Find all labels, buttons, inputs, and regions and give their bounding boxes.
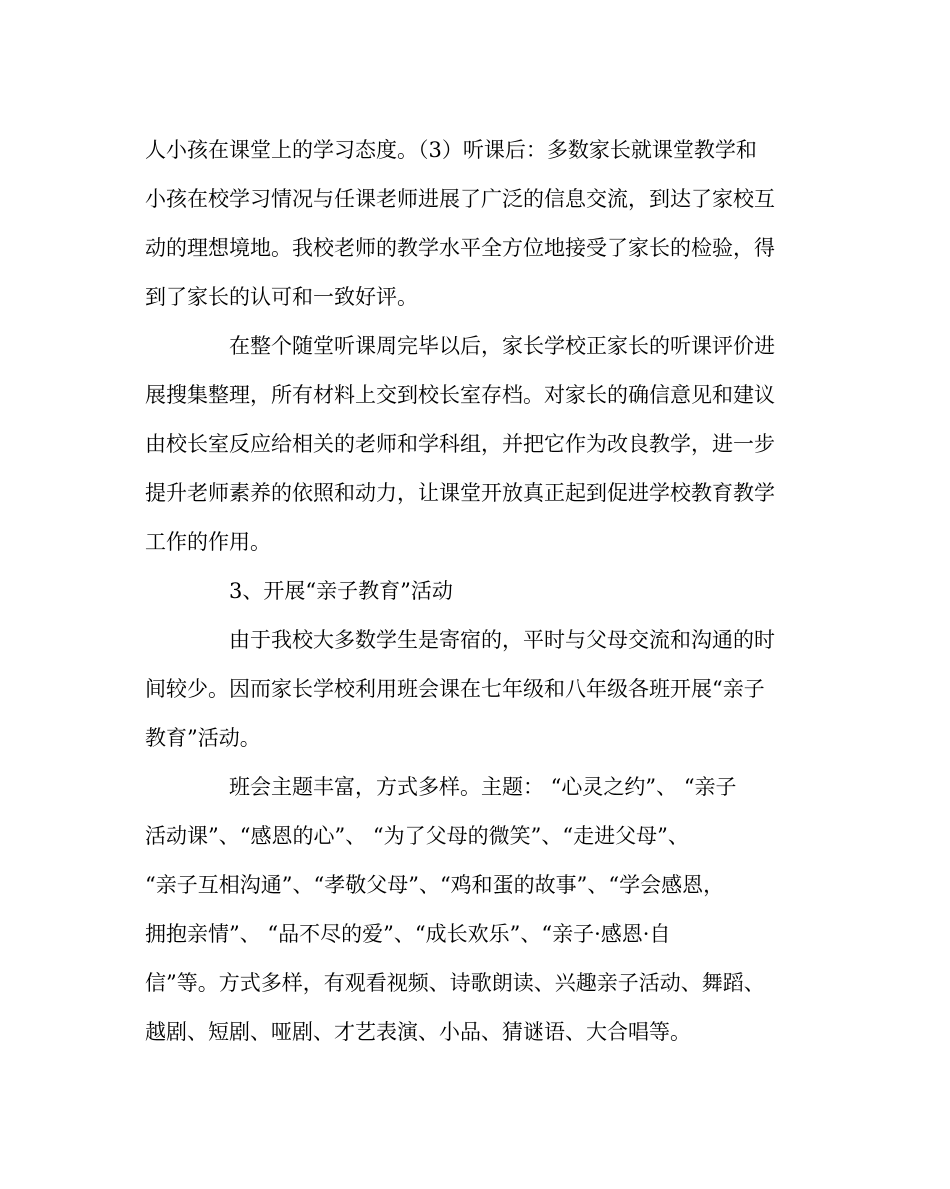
body-line: 人小孩在课堂上的学习态度。（3）听课后：多数家长就课堂教学和 xyxy=(145,138,757,162)
body-line: 越剧、短剧、哑剧、才艺表演、小品、猜谜语、大合唱等。 xyxy=(145,1020,691,1044)
body-line: 展搜集整理，所有材料上交到校长室存档。对家长的确信意见和建议 xyxy=(145,383,775,407)
body-line: 拥抱亲情”、 “品不尽的爱”、“成长欢乐”、“亲子·感恩·自 xyxy=(145,922,671,946)
body-line: 由校长室反应给相关的老师和学科组，并把它作为改良教学，进一步 xyxy=(145,432,775,456)
body-line: 工作的作用。 xyxy=(145,530,271,554)
body-line: 小孩在校学习情况与任课老师进展了广泛的信息交流，到达了家校互 xyxy=(145,187,775,211)
body-line: 教育”活动。 xyxy=(145,726,261,750)
body-line: 信”等。方式多样，有观看视频、诗歌朗读、兴趣亲子活动、舞蹈、 xyxy=(145,971,765,995)
paragraph-first-line: 班会主题丰富，方式多样。主题： “心灵之约”、 “亲子 xyxy=(229,775,737,799)
section-heading: 3、开展“亲子教育”活动 xyxy=(229,579,453,603)
body-line: 间较少。因而家长学校利用班会课在七年级和八年级各班开展“亲子 xyxy=(145,677,765,701)
document-body xyxy=(145,126,810,1057)
paragraph-first-line: 由于我校大多数学生是寄宿的，平时与父母交流和沟通的时 xyxy=(229,628,775,652)
body-line: 到了家长的认可和一致好评。 xyxy=(145,285,418,309)
body-line: 活动课”、“感恩的心”、 “为了父母的微笑”、“走进父母”、 xyxy=(145,824,689,848)
body-line: 提升老师素养的依照和动力，让课堂开放真正起到促进学校教育教学 xyxy=(145,481,775,505)
paragraph-first-line: 在整个随堂听课周完毕以后，家长学校正家长的听课评价进 xyxy=(229,334,775,358)
body-line: 动的理想境地。我校老师的教学水平全方位地接受了家长的检验，得 xyxy=(145,236,775,260)
body-line: “亲子互相沟通”、“孝敬父母”、“鸡和蛋的故事”、“学会感恩， xyxy=(145,873,725,897)
